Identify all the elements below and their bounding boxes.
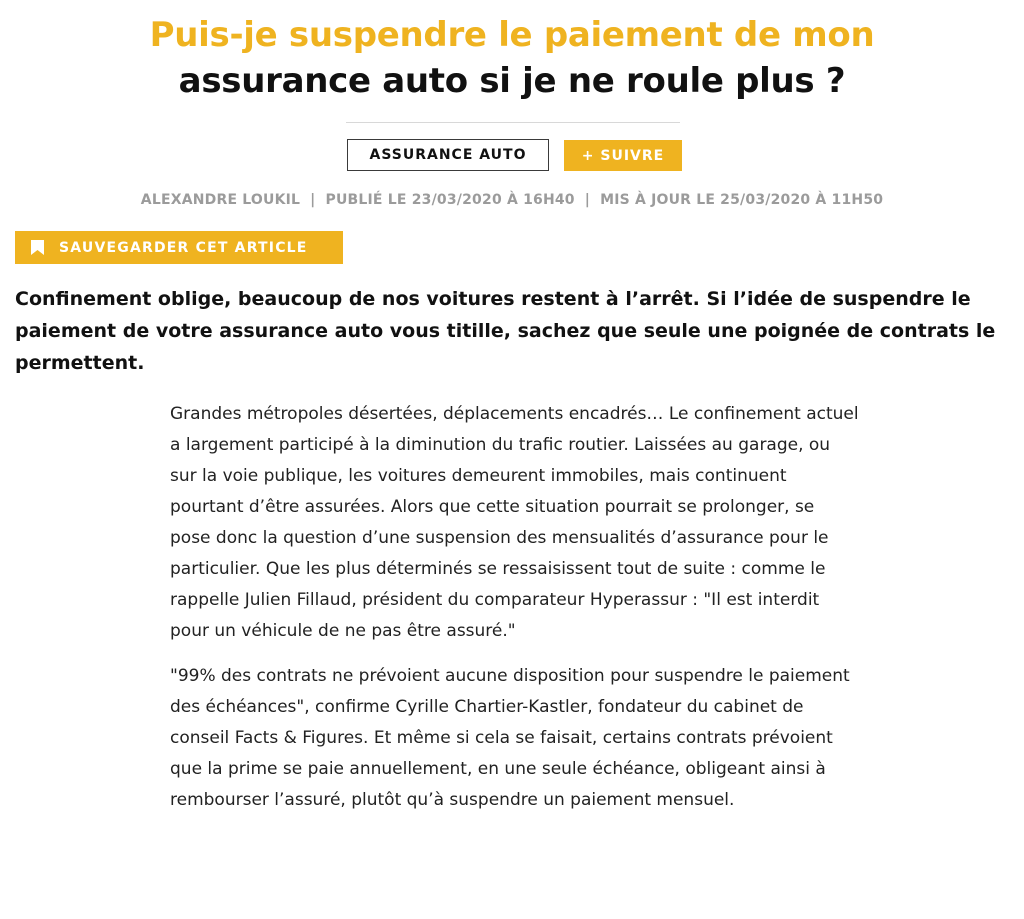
- article-title-rest: assurance auto si je ne roule plus ?: [178, 61, 846, 101]
- title-divider: [346, 122, 680, 123]
- body-paragraph: Grandes métropoles désertées, déplacements encadrés… Le confinement actuel a largement participé à la diminution du trafic routier. Laissées au garage, ou sur la voie publique, les voitures demeurent immobiles, mais continuent pourtant d’être assurées. Alors que cette situation pourrait se prolonger, se pose donc la question d’une suspension des mensualités d’assurance pour le particulier. Que les plus déterminés se ressaisissent tout de suite : comme le rappelle Julien Fillaud, président du comparateur Hyperassur : "Il est interdit pour un véhicule de ne pas être assuré.": [170, 404, 859, 641]
- save-article-button[interactable]: [15, 231, 343, 264]
- article-title: [0, 12, 1024, 104]
- save-article-label: SAUVEGARDER CET ARTICLE: [59, 239, 308, 256]
- tag-assurance-auto-button[interactable]: ASSURANCE AUTO: [347, 139, 549, 171]
- article-body: [170, 399, 860, 830]
- meta-separator: |: [584, 192, 591, 208]
- body-paragraph: "99% des contrats ne prévoient aucune disposition pour suspendre le paiement des échéances", confirme Cyrille Chartier-Kastler, fondateur du cabinet de conseil Facts & Figures. Et même si cela se faisait, certains contrats prévoient que la prime se paie annuellement, en une seule échéance, obligeant ainsi à rembourser l’assuré, plutôt qu’à suspendre un paiement mensuel.: [170, 666, 850, 810]
- article-meta: [0, 192, 1024, 208]
- author-name[interactable]: ALEXANDRE LOUKIL: [140, 192, 301, 208]
- bookmark-icon: [31, 240, 44, 255]
- meta-separator: |: [310, 192, 316, 208]
- follow-button[interactable]: [564, 140, 682, 171]
- article-lead: Confinement oblige, beaucoup de nos voitures restent à l’arrêt. Si l’idée de suspendre le paiement de votre assurance auto vous titille, sachez que seule une poignée de contrats le permettent.: [15, 288, 996, 374]
- published-date: PUBLIÉ LE 23/03/2020 À 16H40: [325, 192, 575, 208]
- updated-date: MIS À JOUR LE 25/03/2020 À 11H50: [600, 192, 884, 208]
- follow-button-label: + SUIVRE: [581, 147, 665, 164]
- article-title-highlight: Puis-je suspendre le paiement de mon: [149, 15, 875, 55]
